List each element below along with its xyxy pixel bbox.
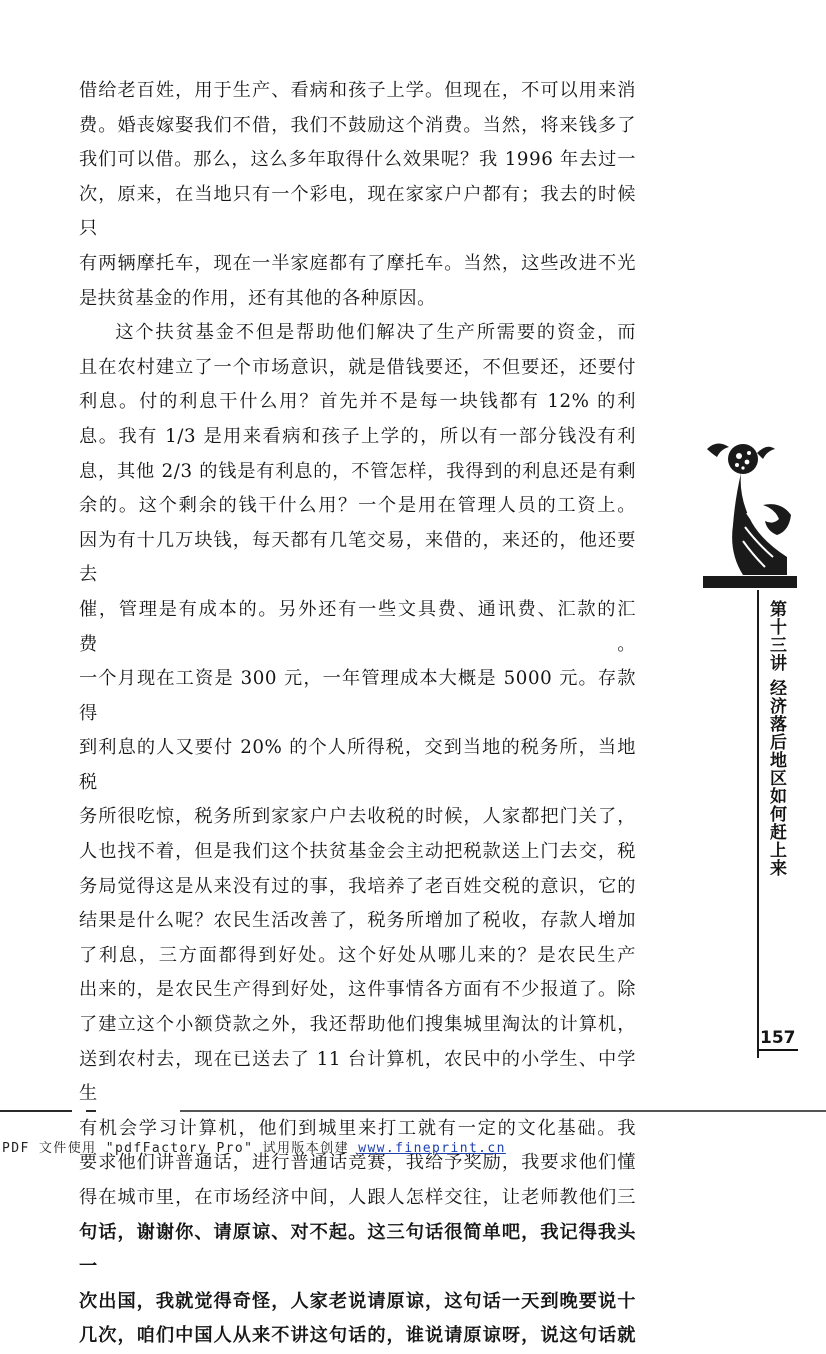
chapter-bar <box>703 576 797 588</box>
text-line: 句话，谢谢你、请原谅、对不起。这三句话很简单吧，我记得我头一 <box>79 1221 636 1278</box>
body-text <box>79 74 636 1354</box>
text-line: 结果是什么呢？农民生活改善了，税务所增加了税收，存款人增加 <box>79 910 636 932</box>
text-line: 送到农村去，现在已送去了 11 台计算机，农民中的小学生、中学生 <box>79 1048 636 1105</box>
text-line: 到利息的人又要付 20% 的个人所得税，交到当地的税务所，当地税 <box>79 737 636 793</box>
bird-ornament-icon <box>703 435 795 585</box>
text-line: 借给老百姓，用于生产、看病和孩子上学。但现在，不可以用来消 <box>79 80 636 101</box>
text-line: 得在城市里，在市场经济中间，人跟人怎样交往，让老师教他们三 <box>79 1187 636 1208</box>
chapter-title: 第十三讲 经济落后地区如何赶上来 <box>766 600 786 877</box>
text-line: 是扶贫基金的作用，还有其他的各种原因。 <box>79 287 436 309</box>
text-line: 出来的，是农民生产得到好处，这件事情各方面有不少报道了。除 <box>79 979 636 1001</box>
footer-link[interactable]: www.fineprint.cn <box>358 1141 506 1156</box>
text-line: 几次，咱们中国人从来不讲这句话的，谁说请原谅呀，说这句话就 <box>79 1325 636 1347</box>
pdf-footer <box>2 1137 506 1156</box>
text-line: 这个扶贫基金不但是帮助他们解决了生产所需要的资金，而 <box>115 322 636 344</box>
text-line: 利息。付的利息干什么用？首先并不是每一块钱都有 12% 的利 <box>79 391 636 413</box>
bottom-rule <box>0 1110 826 1112</box>
text-line: 有两辆摩托车，现在一半家庭都有了摩托车。当然，这些改进不光 <box>79 252 636 274</box>
text-line: 息，其他 2/3 的钱是有利息的，不管怎样，我得到的利息还是有剩 <box>79 460 636 482</box>
text-line: 余的。这个剩余的钱干什么用？一个是用在管理人员的工资上。 <box>79 495 636 517</box>
text-line: 因为有十几万块钱，每天都有几笔交易，来借的，来还的，他还要去 <box>79 529 636 586</box>
text-line: 了建立这个小额贷款之外，我还帮助他们搜集城里淘汰的计算机， <box>79 1014 636 1036</box>
text-line: 务局觉得这是从来没有过的事，我培养了老百姓交税的意识，它的 <box>79 875 636 897</box>
text-line: 要求他们讲普通话，进行普通话竞赛，我给予奖励，我要求他们懂 <box>79 1152 636 1174</box>
text-line: 我们可以借。那么，这么多年取得什么效果呢？我 1996 年去过一 <box>79 149 636 171</box>
chapter-rule <box>757 590 759 1058</box>
text-line: 费。婚丧嫁娶我们不借，我们不鼓励这个消费。当然，将来钱多了 <box>79 114 636 136</box>
page-number: 157 <box>759 1028 798 1051</box>
text-line: 息。我有 1/3 是用来看病和孩子上学的，所以有一部分钱没有利 <box>79 425 636 447</box>
text-line: 人也找不着，但是我们这个扶贫基金会主动把税款送上门去交，税 <box>79 841 636 863</box>
text-line: 次，原来，在当地只有一个彩电，现在家家户户都有；我去的时候只 <box>79 183 636 240</box>
text-line: 催，管理是有成本的。另外还有一些文具费、通讯费、汇款的汇费。 <box>79 598 636 655</box>
text-line: 了利息，三方面都得到好处。这个好处从哪儿来的？是农民生产 <box>79 944 636 966</box>
text-line: 次出国，我就觉得奇怪，人家老说请原谅，这句话一天到晚要说十 <box>79 1290 636 1312</box>
text-line: 一个月现在工资是 300 元，一年管理成本大概是 5000 元。存款得 <box>79 668 636 724</box>
footer-text: PDF 文件使用 "pdfFactory Pro" 试用版本创建 <box>2 1141 359 1156</box>
text-line: 且在农村建立了一个市场意识，就是借钱要还，不但要还，还要付 <box>79 356 636 378</box>
text-line: 务所很吃惊，税务所到家家户户去收税的时候，人家都把门关了， <box>79 806 636 828</box>
text-line: 有机会学习计算机，他们到城里来打工就有一定的文化基础。我 <box>79 1117 636 1139</box>
